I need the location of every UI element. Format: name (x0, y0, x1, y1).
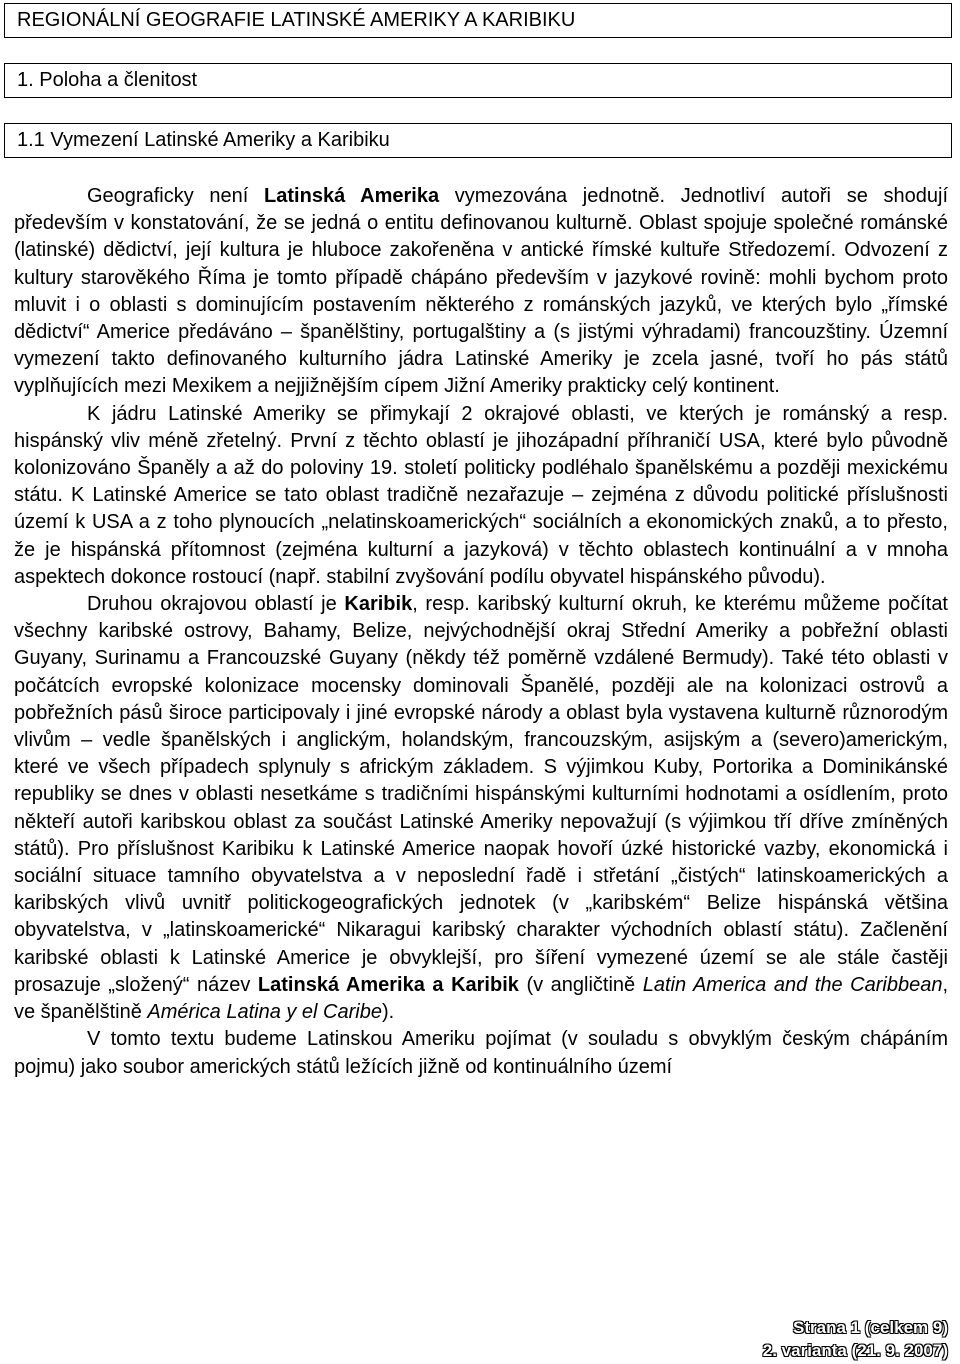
text-run: , resp. karibský kulturní okruh, ke kterému můžeme počítat všechny karibské ostrovy, Bahamy, Belize, nejvýchodnější okraj Střední Ameriky a pobřežní oblasti Guyany, Surinamu a Francouzské Guyany (někdy též poměrně vzdálené Bermudy). Také této oblasti v počátcích evropské kolonizace mocensky dominovali Španělé, později ale na kolonizaci ostrovů a pobřežních pásů široce participovaly i jiné evropské národy a oblast byla vystavena kulturně různorodým vlivům – vedle španělských i anglickým, holandským, francouzským, asijským a (severo)americkým, které ve všech případech splynuly s africkým základem. S výjimkou Kuby, Portorika a Dominikánské republiky se dnes v oblasti nesetkáme s tradičními hispánskými kulturními hodnotami a osídlením, proto někteří autoři karibskou oblast za součást Latinské Ameriky nepovažují (s výjimkou tří dříve zmíněných států). Pro příslušnost Karibiku k Latinské Americe naopak hovoří úzké historické vazby, ekonomická i sociální situace tamního obyvatelstva a v neposlední řadě i střetání „čistých“ latinskoamerických a karibských vlivů uvnitř politickogeografických jednotek (v „karibském“ Belize hispánská většina obyvatelstva, v „latinskoamerické“ Nikaragui karibský charakter východních oblastí státu). Začlenění karibské oblasti k Latinské Americe je obvyklejší, pro šíření vymezené území se ale stále častěji prosazuje „složený“ název (14, 593, 948, 996)
text-run: V tomto textu budeme Latinskou Ameriku pojímat (v souladu s obvyklým českým chápáním pojmu) jako soubor amerických států ležících jižně od kontinuálního území (14, 1028, 948, 1078)
paragraph (14, 401, 948, 591)
body-text (14, 183, 948, 1081)
text-run: ). (381, 1001, 395, 1024)
document-title: REGIONÁLNÍ GEOGRAFIE LATINSKÉ AMERIKY A KARIBIKU (4, 3, 952, 38)
text-run: Geograficky není (87, 185, 265, 207)
italic-term: Latin America and the Caribbean (642, 973, 943, 996)
text-run: , ve španělštině (14, 973, 949, 1024)
paragraph (14, 1026, 948, 1080)
bold-term: Latinská Amerika (264, 185, 440, 207)
text-run: Druhou okrajovou oblastí je (87, 593, 345, 616)
page-number-footer: Strana 1 (celkem 9) (793, 1318, 948, 1337)
section-heading: 1. Poloha a členitost (4, 63, 952, 98)
text-run: (v angličtině (518, 973, 643, 996)
text-run: K jádru Latinské Ameriky se přimykají 2 okrajové oblasti, ve kterých je románský a resp. hispánský vliv méně zřetelný. První z těchto oblastí je jihozápadní příhraničí USA, které bylo původně kolonizováno Španěly a až do poloviny 19. století politicky podléhalo španělskému a později mexickému státu. K Latinské Americe se tato oblast tradičně nezařazuje – zejména z důvodu politické příslušnosti území k USA a z toho plynoucích „nelatinskoamerických“ sociálních a ekonomických znaků, a to přesto, že je hispánská přítomnost (zejména kulturní a jazyková) v těchto oblastech kontinuální a v mnoha aspektech dokonce rostoucí (např. stabilní zvyšování podílu obyvatel hispánského původu). (14, 402, 948, 588)
bold-term: Karibik (344, 593, 413, 616)
subsection-heading: 1.1 Vymezení Latinské Ameriky a Karibiku (4, 123, 952, 158)
paragraph (14, 183, 948, 401)
italic-term: América Latina y el Caribe (147, 1001, 382, 1024)
version-footer: 2. varianta (21. 9. 2007) (762, 1341, 948, 1360)
text-run: vymezována jednotně. Jednotliví autoři se shodují především v konstatování, že se jedná o entitu definovanou kulturně. Oblast spojuje společné románské (latinské) dědictví, její kultura je hluboce zakořeněna v antické římské kultuře Středozemí. Odvození z kultury starověkého Říma je tomto případě chápáno především v jazykové rovině: mohli bychom proto mluvit i o oblasti s dominujícím postavením některého z románských jazyků, ve kterých bylo „římské dědictví“ Americe předáváno – španělštiny, portugalštiny a (s jistými výhradami) francouzštiny. Územní vymezení takto definovaného kulturního jádra Latinské Ameriky je zcela jasné, tvoří ho pás států vyplňujících mezi Mexikem a nejjižnějším cípem Jižní Ameriky prakticky celý kontinent. (14, 185, 949, 398)
paragraph (14, 591, 948, 1026)
bold-term: Latinská Amerika a Karibik (257, 973, 519, 996)
